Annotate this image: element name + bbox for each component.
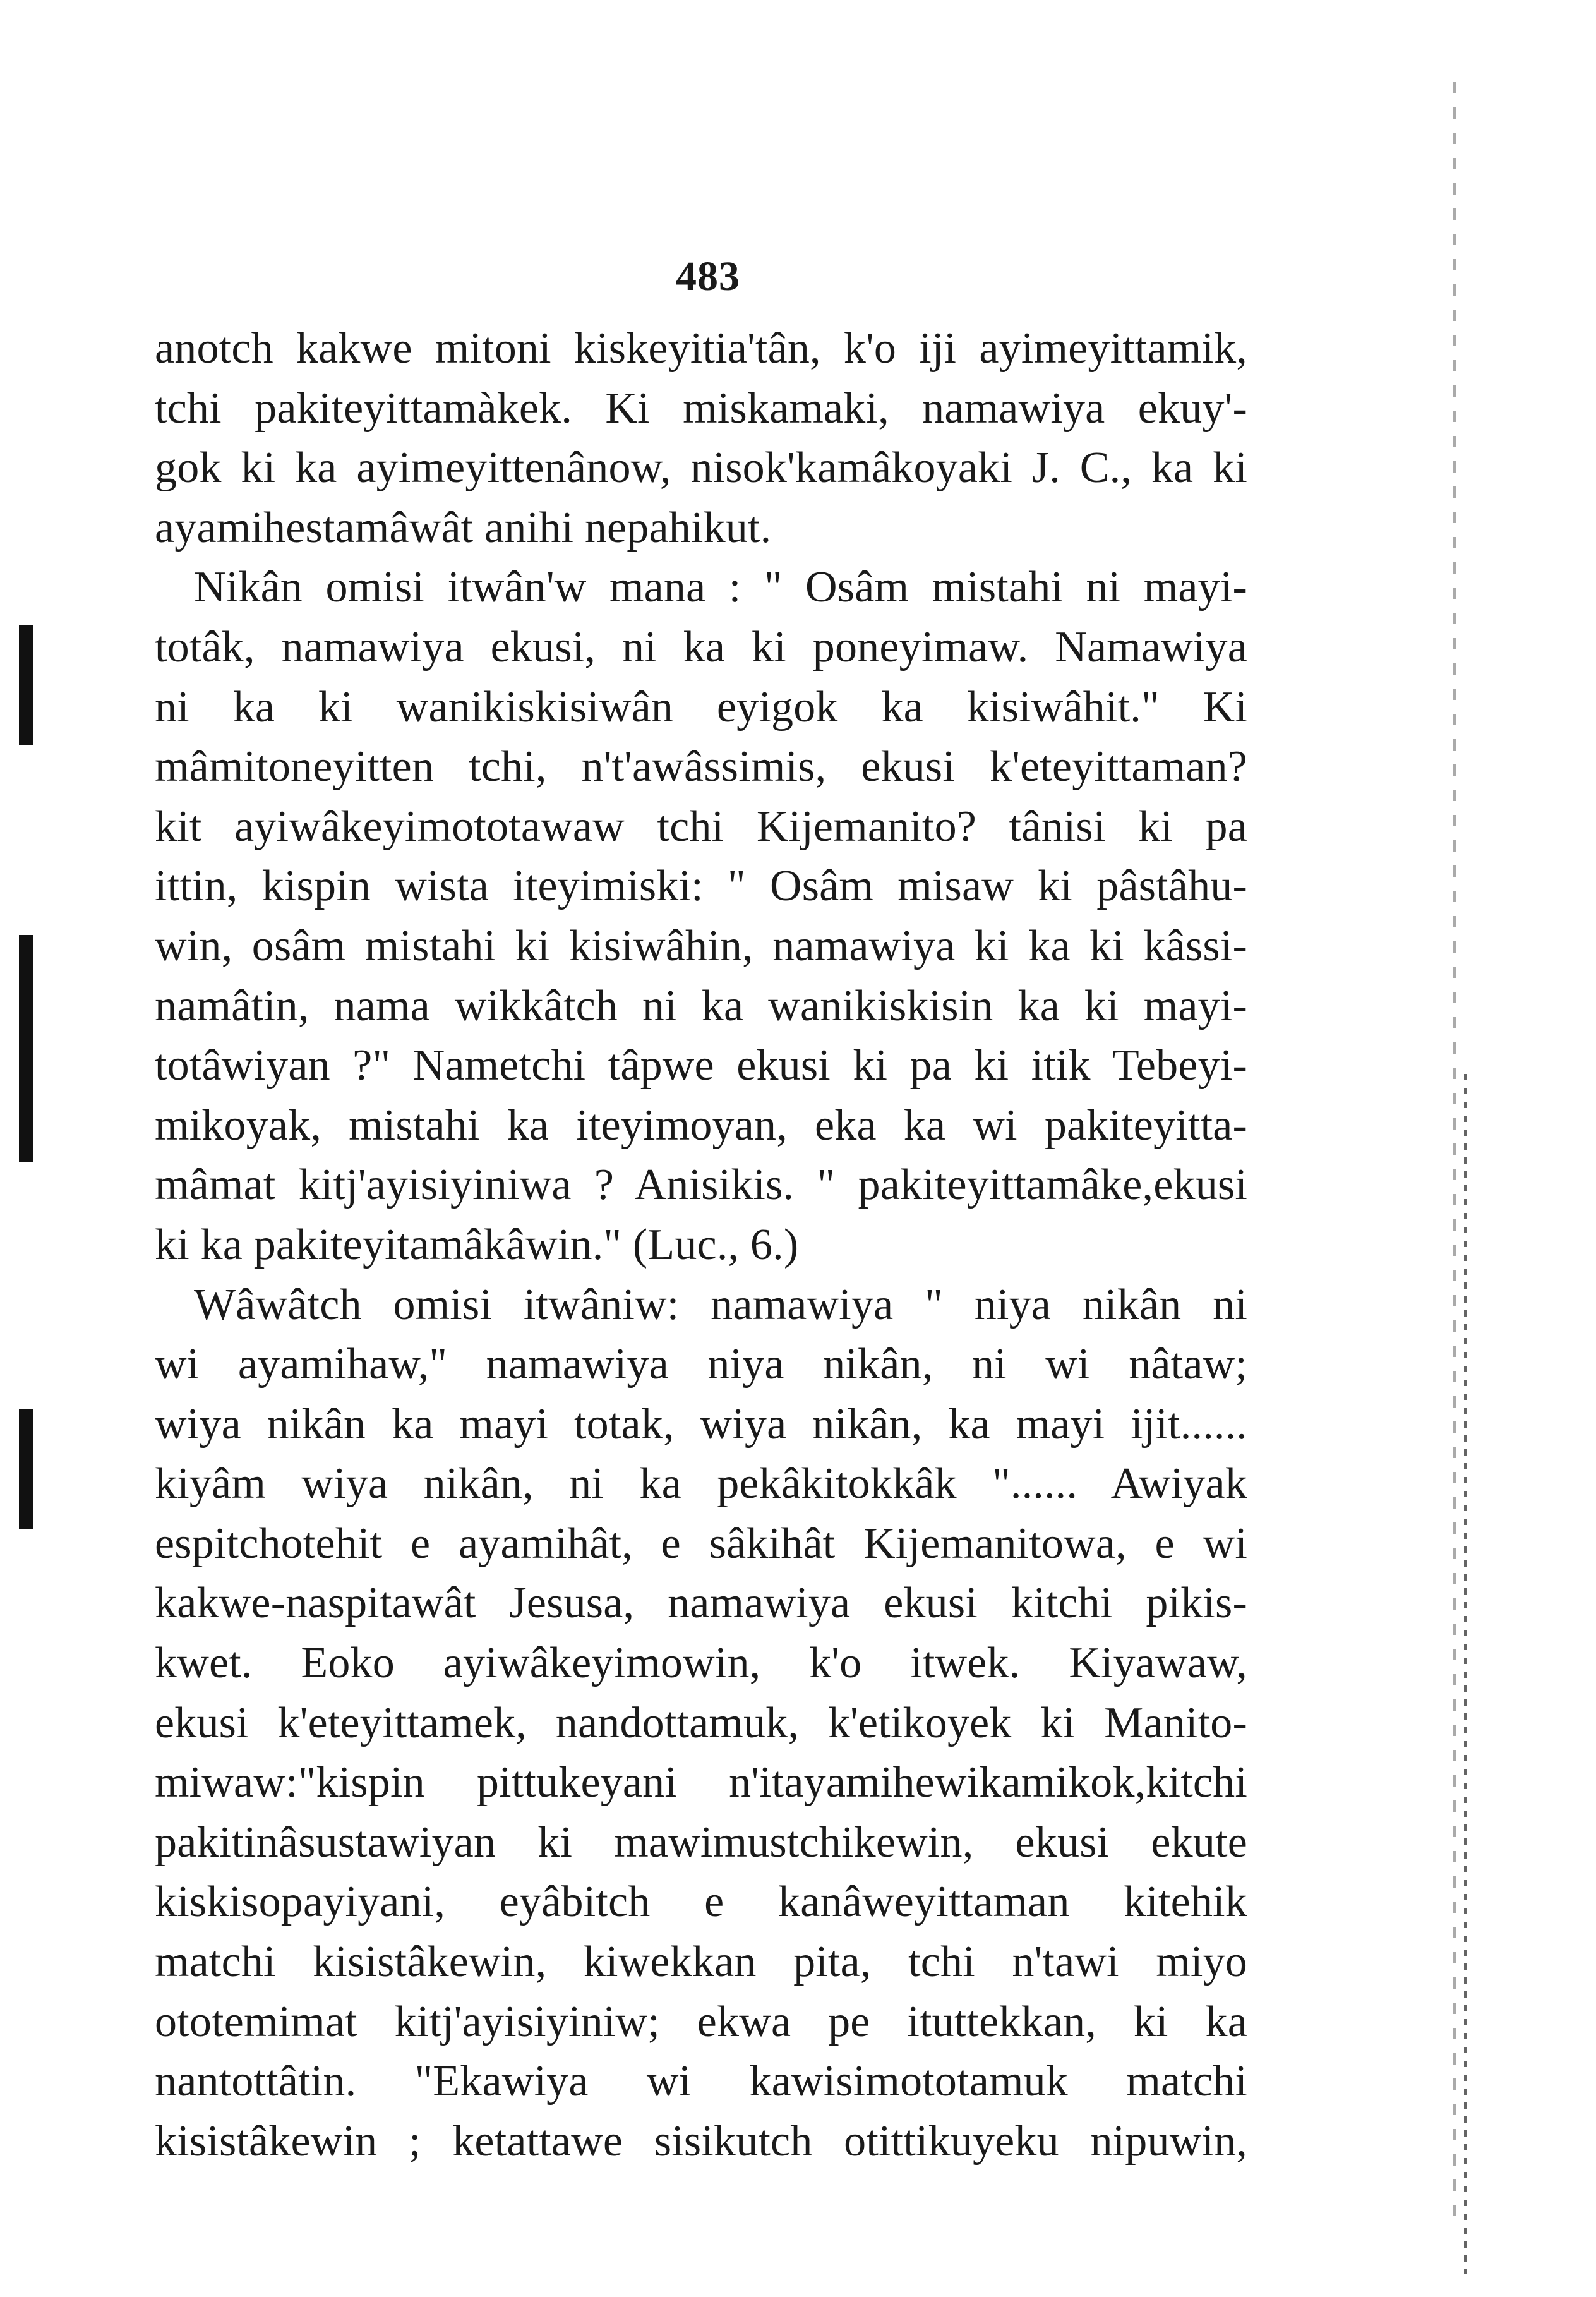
text-line: tchi pakiteyittamàkek. Ki miskamaki, namawiya ekuy'- <box>155 383 1247 433</box>
text-line: miwaw:"kispin pittukeyani n'itayamihewikamikok,kitchi <box>155 1758 1247 1807</box>
text-line: mâmitoneyitten tchi, n't'awâssimis, ekusi k'eteyittaman? <box>155 742 1247 792</box>
text-line: namâtin, nama wikkâtch ni ka wanikiskisin ka ki mayi- <box>155 981 1247 1030</box>
text-line: Wâwâtch omisi itwâniw: namawiya " niya nikân ni <box>194 1280 1247 1329</box>
text-line: nantottâtin. "Ekawiya wi kawisimototamuk matchi <box>155 2057 1247 2106</box>
text-line: ittin, kispin wista iteyimiski: " Osâm misaw ki pâstâhu- <box>155 862 1247 911</box>
text-line: kakwe-naspitawât Jesusa, namawiya ekusi kitchi pikis- <box>155 1579 1247 1628</box>
text-line: ekusi k'eteyittamek, nandottamuk, k'etikoyek ki Manito- <box>155 1698 1247 1747</box>
text-line: wiya nikân ka mayi totak, wiya nikân, ka mayi ijit...... <box>155 1399 1247 1449</box>
page-number: 483 <box>676 253 740 299</box>
text-line: mikoyak, mistahi ka iteyimoyan, eka ka wi pakiteyitta- <box>155 1100 1247 1150</box>
text-line: ayamihestamâwât anihi nepahikut. <box>155 503 772 552</box>
text-line: espitchotehit e ayamihât, e sâkihât Kijemanitowa, e wi <box>155 1519 1247 1568</box>
text-line: gok ki ka ayimeyittenânow, nisok'kamâkoyaki J. C., ka ki <box>155 443 1247 493</box>
text-line: ototemimat kitj'ayisiyiniw; ekwa pe ituttekkan, ki ka <box>155 1997 1247 2046</box>
text-line: win, osâm mistahi ki kisiwâhin, namawiya ki ka ki kâssi- <box>155 921 1247 970</box>
text-line: matchi kisistâkewin, kiwekkan pita, tchi n'tawi miyo <box>155 1938 1247 1987</box>
text-line: totâwiyan ?" Nametchi tâpwe ekusi ki pa ki itik Tebeyi- <box>155 1041 1247 1090</box>
body-text <box>155 319 1247 2171</box>
text-line: totâk, namawiya ekusi, ni ka ki poneyimaw. Namawiya <box>155 622 1247 672</box>
text-line: kwet. Eoko ayiwâkeyimowin, k'o itwek. Kiyawaw, <box>155 1639 1247 1688</box>
margin-mark <box>19 625 33 745</box>
text-line: mâmat kitj'ayisiyiniwa ? Anisikis. " pakiteyittamâke,ekusi <box>155 1161 1247 1210</box>
text-line: Nikân omisi itwân'w mana : " Osâm mistahi ni mayi- <box>194 563 1247 612</box>
margin-mark <box>19 935 33 1162</box>
text-line: ki ka pakiteyitamâkâwin." (Luc., 6.) <box>155 1220 799 1269</box>
scan-edge <box>1464 1074 1467 2274</box>
text-line: kit ayiwâkeyimototawaw tchi Kijemanito? tânisi ki pa <box>155 802 1247 851</box>
text-line: anotch kakwe mitoni kiskeyitia'tân, k'o iji ayimeyittamik, <box>155 324 1247 373</box>
text-line: kisistâkewin ; ketattawe sisikutch otittikuyeku nipuwin, <box>155 2116 1247 2166</box>
scan-edge <box>1453 82 1456 2217</box>
margin-mark <box>19 1409 33 1529</box>
text-line: kiskisopayiyani, eyâbitch e kanâweyittaman kitehik <box>155 1878 1247 1927</box>
text-line: kiyâm wiya nikân, ni ka pekâkitokkâk "...... Awiyak <box>155 1459 1247 1509</box>
text-line: pakitinâsustawiyan ki mawimustchikewin, ekusi ekute <box>155 1818 1247 1867</box>
text-line: ni ka ki wanikiskisiwân eyigok ka kisiwâhit." Ki <box>155 682 1247 732</box>
text-line: wi ayamihaw," namawiya niya nikân, ni wi nâtaw; <box>155 1340 1247 1389</box>
